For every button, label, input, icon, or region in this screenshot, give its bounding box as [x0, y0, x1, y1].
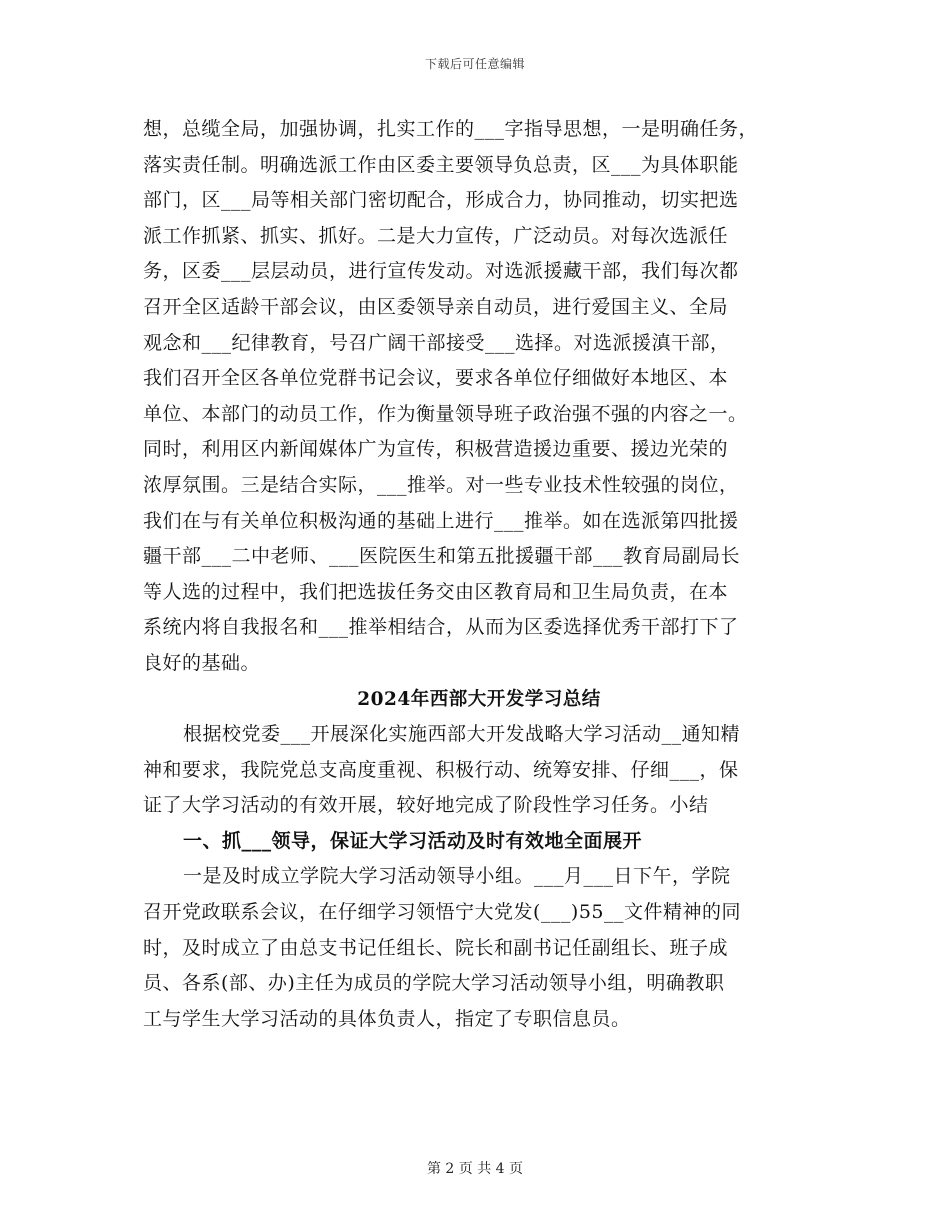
body-line: 我们召开全区各单位党群书记会议，要求各单位仔细做好本地区、本 — [143, 367, 729, 390]
body-line: 等人选的过程中，我们把选拔任务交由区教育局和卫生局负责，在本 — [143, 580, 729, 603]
body-line: 想，总缆全局，加强协调，扎实工作的___字指导思想，一是明确任务， — [143, 118, 759, 140]
section-line: 召开党政联系会议，在仔细学习领悟宁大党发(___)55__文件精神的同 — [143, 901, 742, 924]
body-line: 疆干部___二中老师、___医院医生和第五批援疆干部___教育局副局长 — [143, 545, 741, 568]
body-line: 浓厚氛围。三是结合实际，___推举。对一些专业技术性较强的岗位， — [143, 473, 739, 496]
page-header: 下载后可任意编辑 — [424, 57, 525, 71]
section-line: 时，及时成立了由总支书记任组长、院长和副书记任副组长、班子成 — [143, 936, 729, 959]
intro-line: 证了大学习活动的有效开展，较好地完成了阶段性学习任务。小结 — [143, 794, 709, 817]
section-heading: 一、抓___领导，保证大学习活动及时有效地全面展开 — [183, 829, 643, 852]
document-body — [143, 112, 815, 1037]
document-title: 2024年西部大开发学习总结 — [357, 688, 601, 710]
section-line: 一是及时成立学院大学习活动领导小组。___月___日下午，学院 — [183, 865, 731, 888]
body-line: 系统内将自我报名和___推举相结合，从而为区委选择优秀干部打下了 — [143, 616, 739, 639]
body-line: 部门，区___局等相关部门密切配合，形成合力，协同推动，切实把选 — [143, 189, 739, 212]
section-line: 工与学生大学习活动的具体负责人，指定了专职信息员。 — [143, 1007, 631, 1030]
body-line: 召开全区适龄干部会议，由区委领导亲自动员，进行爱国主义、全局 — [143, 295, 729, 318]
body-line: 落实责任制。明确选派工作由区委主要领导负总责，区___为具体职能 — [143, 153, 739, 176]
body-line: 同时，利用区内新闻媒体广为宣传，积极营造援边重要、援边光荣的 — [143, 438, 729, 461]
page-number: 第 2 页 共 4 页 — [426, 1161, 524, 1177]
body-line: 我们在与有关单位积极沟通的基础上进行___推举。如在选派第四批援 — [143, 509, 739, 532]
body-line: 务，区委___层层动员，进行宣传发动。对选派援藏干部，我们每次都 — [143, 260, 739, 283]
section-line: 员、各系(部、办)主任为成员的学院大学习活动领导小组，明确教职 — [143, 972, 725, 995]
intro-line: 根据校党委___开展深化实施西部大开发战略大学习活动__通知精 — [183, 723, 741, 746]
body-line: 派工作抓紧、抓实、抓好。二是大力宣传，广泛动员。对每次选派任 — [143, 224, 729, 247]
body-line: 观念和___纪律教育，号召广阔干部接受___选择。对选派援滇干部， — [143, 331, 730, 354]
intro-line: 神和要求，我院党总支高度重视、积极行动、统筹安排、仔细___，保 — [143, 758, 739, 781]
body-line: 单位、本部门的动员工作，作为衡量领导班子政治强不强的内容之一。 — [143, 402, 748, 425]
body-line: 良好的基础。 — [143, 651, 261, 674]
